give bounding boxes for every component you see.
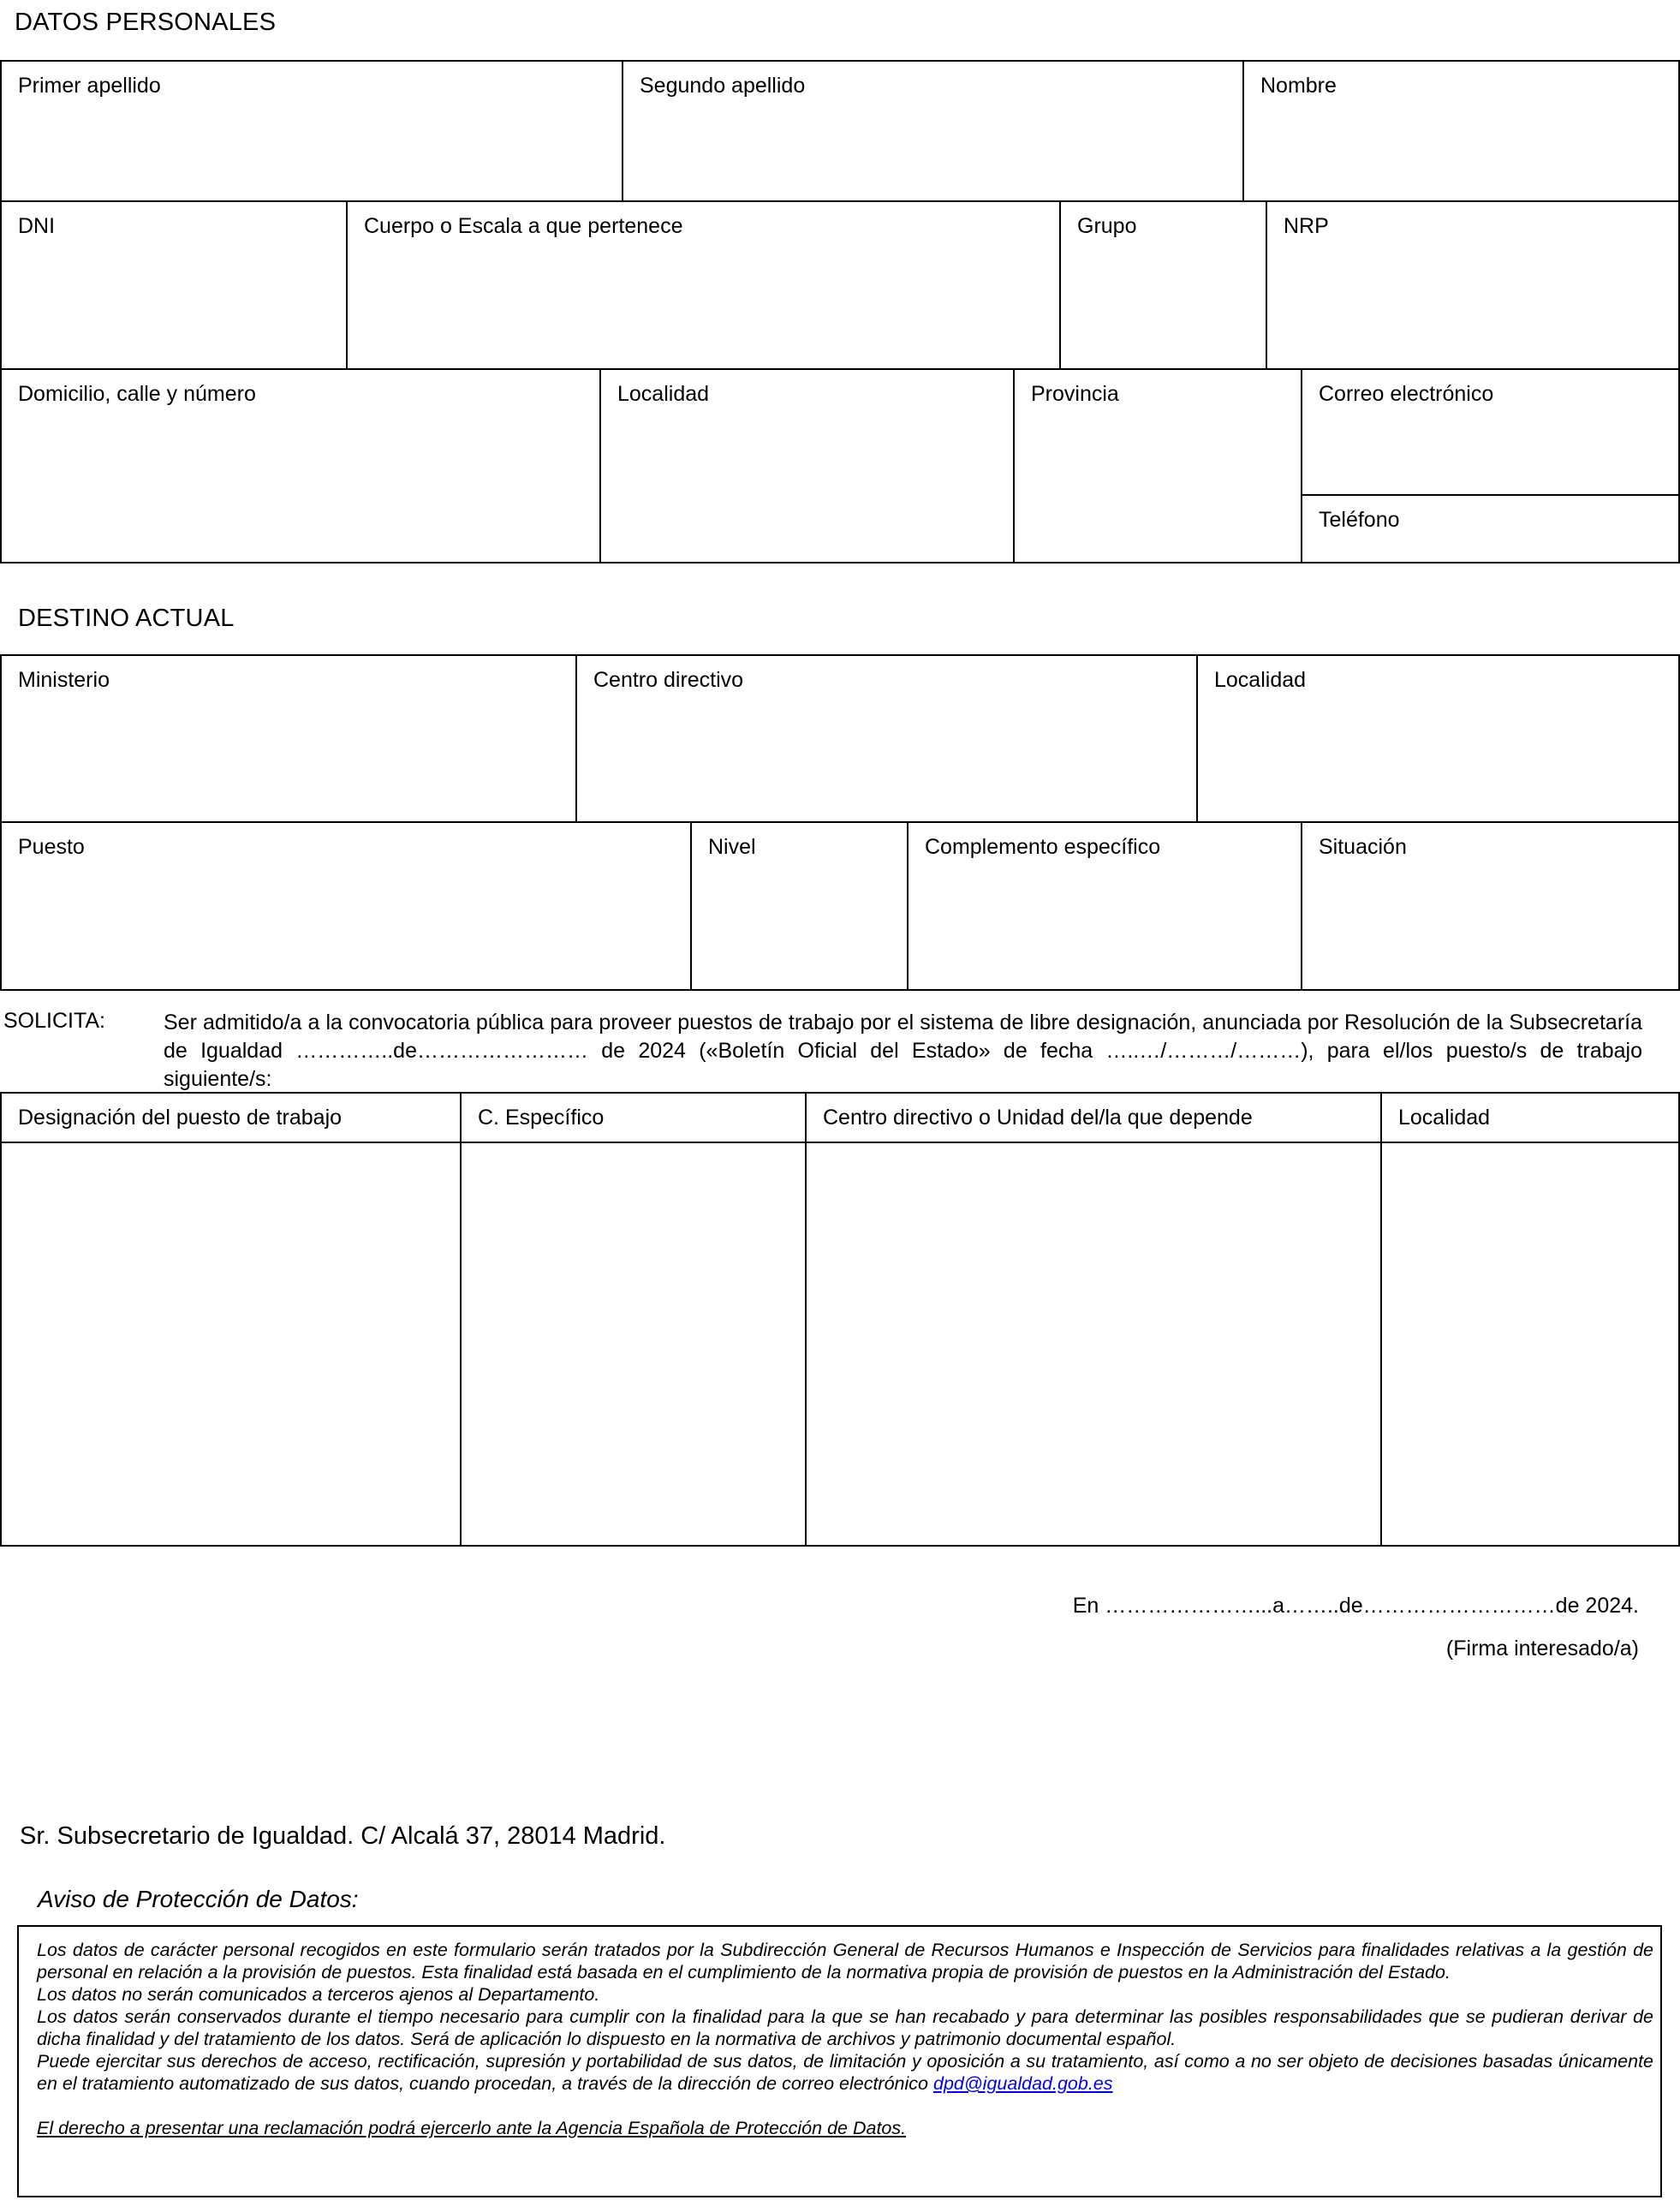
signature-caption: (Firma interesado/a) [1445,1637,1639,1660]
aviso-box [17,1925,1662,2197]
field-destino-localidad[interactable] [1198,656,1678,823]
field-nivel[interactable] [692,823,909,989]
column-header-label: C. Específico [478,1106,605,1130]
field-complemento[interactable] [909,823,1302,989]
field-puesto[interactable] [2,823,692,989]
dpd-email-link[interactable]: dpd@igualdad.gob.es [932,2073,1113,2094]
aviso-paragraph: Los datos serán conservados durante el tiempo necesario para cumplir con la finalidad para la que se han recabado y para determinar las posibles responsabilidades que se pudieran derivar de dicha finalidad y del tratamiento de los datos. Será de aplicación lo dispuesto en la normativa de archivos y patrimonio documental español. [37,2006,1653,2049]
field-domicilio[interactable] [2,370,601,562]
field-ministerio[interactable] [2,656,577,823]
solicita-label: SOLICITA: [3,1009,106,1033]
field-label: Situación [1319,835,1407,859]
field-correo[interactable] [1302,370,1678,496]
column-header [2,1094,462,1143]
field-grupo[interactable] [1061,202,1267,370]
section-title-personal: DATOS PERSONALES [15,9,277,36]
field-segundo-apellido[interactable] [623,62,1244,202]
personal-data-grid [0,60,1680,563]
column-header-label: Designación del puesto de trabajo [18,1106,343,1130]
field-label: Cuerpo o Escala a que pertenece [364,214,683,238]
field-centro-directivo[interactable] [577,656,1198,823]
aviso-text [37,1939,1653,2139]
field-nombre[interactable] [1244,62,1678,202]
solicita-text: Ser admitido/a a la convocatoria pública para proveer puestos de trabajo por el sistema de libre designación, anunciada por Resolución de la Subsecretaría de Igualdad …………..de…………………… de 2024 («Boletín Oficial del Estado» de fecha …..…/………/………), para el/los puesto/s de trabajo siguiente/s: [164,1011,1642,1091]
aviso-paragraph-rights [37,2050,1653,2095]
field-label: Localidad [1214,668,1307,692]
aviso-paragraph-claim [37,2117,1653,2139]
table-cell-especifico[interactable] [462,1143,807,1545]
field-label: Nombre [1260,74,1337,98]
table-cell-centro[interactable] [807,1143,1382,1545]
field-label: Primer apellido [18,74,161,98]
field-label: Grupo [1077,214,1137,238]
field-label: Domicilio, calle y número [18,382,256,406]
field-telefono[interactable] [1302,496,1678,562]
field-situacion[interactable] [1302,823,1678,989]
field-label: Nivel [708,835,756,859]
addressee: Sr. Subsecretario de Igualdad. C/ Alcalá 37, 28014 Madrid. [20,1822,666,1850]
aviso-title: Aviso de Protección de Datos: [38,1886,359,1912]
table-cell-designacion[interactable] [2,1143,462,1545]
field-label: Correo electrónico [1319,382,1494,406]
field-label: Teléfono [1319,508,1400,532]
field-label: Segundo apellido [640,74,806,98]
destino-grid [0,654,1680,991]
field-dni[interactable] [2,202,348,370]
column-header [462,1094,807,1143]
field-nrp[interactable] [1267,202,1678,370]
field-label: NRP [1284,214,1329,238]
field-localidad[interactable] [601,370,1015,562]
aviso-claim-text: El derecho a presentar una reclamación podrá ejercerlo ante la Agencia Española de Protección de Datos. [37,2118,907,2138]
aviso-paragraph: Los datos de carácter personal recogidos en este formulario serán tratados por la Subdirección General de Recursos Humanos e Inspección de Servicios para finalidades relativas a la gestión de personal en relación a la provisión de puestos. Esta finalidad está basada en el cumplimiento de la normativa propia de provisión de puestos en la Administración del Estado. [37,1940,1653,1982]
section-title-destino: DESTINO ACTUAL [18,605,235,632]
aviso-rights-text: Puede ejercitar sus derechos de acceso, rectificación, supresión y portabilidad de sus datos, de limitación y oposición a su tratamiento, así como a no ser objeto de decisiones basadas únicamente en el tratamiento automatizado de sus datos, cuando procedan, a través de la dirección de correo electrónico [37,2051,1653,2094]
column-header-label: Centro directivo o Unidad del/la que depende [823,1106,1253,1130]
field-label: DNI [18,214,56,238]
field-label: Ministerio [18,668,110,692]
field-label: Provincia [1031,382,1119,406]
field-label: Complemento específico [925,835,1161,859]
field-label: Puesto [18,835,85,859]
column-header [807,1094,1382,1143]
field-cuerpo-escala[interactable] [348,202,1061,370]
field-primer-apellido[interactable] [2,62,623,202]
field-label: Localidad [617,382,710,406]
table-cell-localidad[interactable] [1382,1143,1678,1545]
date-line: En …………………...a……..de………………………de 2024. [1072,1594,1639,1618]
column-header-label: Localidad [1398,1106,1491,1130]
aviso-paragraph: Los datos no serán comunicados a terceros ajenos al Departamento. [37,1984,600,2005]
field-provincia[interactable] [1015,370,1302,562]
puestos-table [0,1092,1680,1547]
column-header [1382,1094,1678,1143]
field-label: Centro directivo [593,668,744,692]
